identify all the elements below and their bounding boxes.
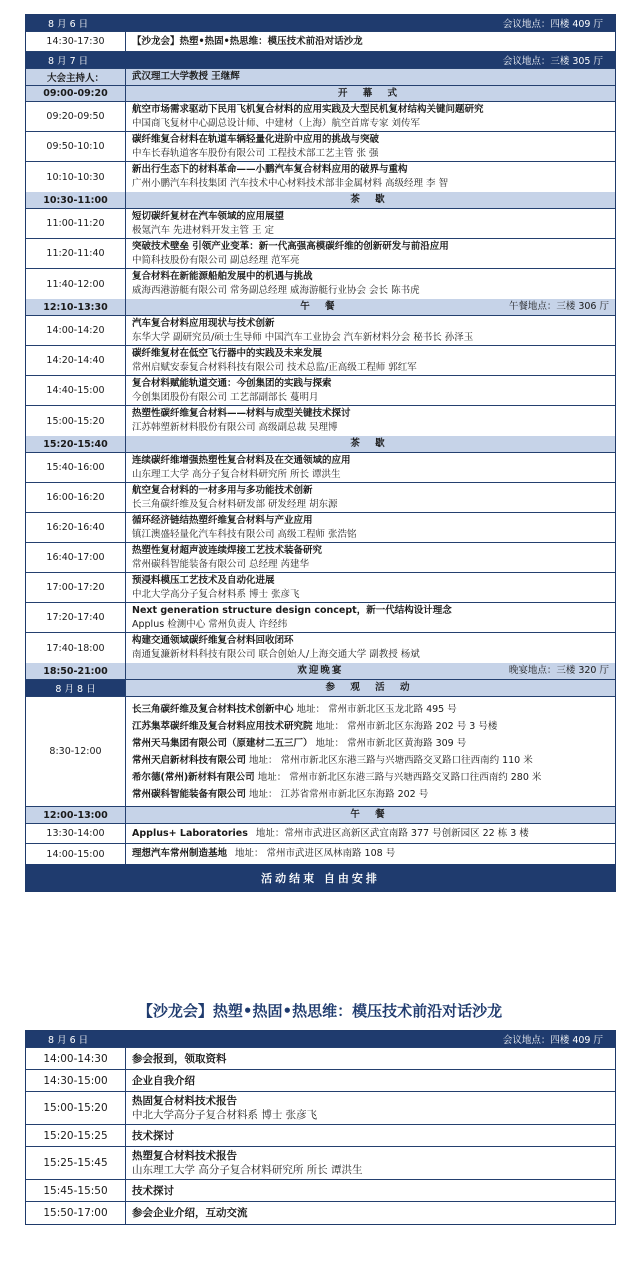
session-speaker: 南通复濂新材料科技有限公司 联合创始人/上海交通大学 副教授 杨斌 [132, 649, 420, 660]
session-title: 突破技术壁垒 引领产业变革：新一代高强高模碳纤维的创新研发与前沿应用 [132, 240, 449, 252]
time-cell: 16:40-17:00 [26, 543, 126, 572]
session-row [26, 483, 615, 513]
visit-name: 希尔德(常州)新材料有限公司 [132, 771, 255, 783]
salon-row [26, 1147, 615, 1180]
session-row [26, 269, 615, 299]
session-speaker: 中车长春轨道客车股份有限公司 工程技术部工艺主管 张 强 [132, 147, 379, 159]
time-cell: 14:40-15:00 [26, 376, 126, 405]
day1-row-0 [26, 32, 615, 52]
session-title: 热塑性复材超声波连续焊接工艺技术装备研究 [132, 544, 323, 556]
time-cell: 15:40-16:00 [26, 453, 126, 482]
visit-row [26, 697, 615, 807]
end-banner: 活动结束 自由安排 [26, 864, 615, 891]
session-title: 【沙龙会】热塑•热固•热思维：模压技术前沿对话沙龙 [132, 35, 363, 47]
session-row [26, 543, 615, 573]
time-cell: 17:20-17:40 [26, 603, 126, 632]
salon-title: 企业自我介绍 [132, 1074, 195, 1087]
lunch-row [26, 299, 615, 316]
visit-address: 地址： 常州市新北区黄海路 309 号 [315, 737, 467, 749]
visit-item [132, 701, 609, 718]
time-cell: 16:20-16:40 [26, 513, 126, 542]
time-cell: 15:45-15:50 [26, 1180, 126, 1201]
session-speaker: 今创集团股份有限公司 工艺部副部长 蔓明月 [132, 391, 319, 403]
session-title: 汽车复合材料应用现状与技术创新 [132, 317, 275, 329]
session-speaker: 江苏韩塑新材料股份有限公司 高级副总裁 吴理博 [132, 422, 338, 433]
visit-address: 地址： 常州市新北区东海路 202 号 3 号楼 [315, 720, 498, 732]
session-title: 复合材料赋能轨道交通：今创集团的实践与探索 [132, 377, 332, 389]
session-title: 短切碳纤复材在汽车领域的应用展望 [132, 210, 285, 222]
opening-row [26, 86, 615, 102]
visit-item [132, 735, 609, 752]
session-speaker: 常州启赋安泰复合材料科技有限公司 技术总监/正高级工程师 郭红军 [132, 361, 417, 373]
salon-title: 参会报到，领取资料 [132, 1052, 227, 1065]
time-cell: 14:20-14:40 [26, 346, 126, 375]
salon-row [26, 1180, 615, 1202]
lunch-label: 午 餐 [350, 809, 391, 820]
session-speaker: 中国商飞复材中心副总设计师、中建材（上海）航空首席专家 刘传军 [132, 117, 421, 129]
visit-address: 地址： 常州市新北区东港三路与兴塘西路交叉路口往西南约 110 米 [249, 754, 533, 766]
time-cell: 14:00-15:00 [26, 844, 126, 864]
salon-header [26, 1031, 615, 1048]
day2-date: 8 月 7 日 [48, 56, 89, 67]
time-cell: 15:25-15:45 [26, 1147, 126, 1179]
session-title: 连续碳纤维增强热塑性复合材料及在交通领域的应用 [132, 454, 351, 466]
salon-date: 8 月 6 日 [48, 1035, 89, 1046]
visit-label: 参 观 活 动 [325, 682, 416, 693]
session-row [26, 316, 615, 346]
day3-header [26, 680, 615, 697]
session-row [26, 513, 615, 543]
salon-speaker: 中北大学高分子复合材料系 博士 张彦飞 [132, 1109, 318, 1121]
visit-name: 常州碳科智能装备有限公司 [132, 788, 247, 800]
session-speaker: 威海西港游艇有限公司 常务副总经理 威海游艇行业协会 会长 陈书虎 [132, 285, 420, 296]
day1-date: 8 月 6 日 [48, 19, 89, 30]
visit-name: 长三角碳纤维及复合材料技术创新中心 [132, 703, 294, 715]
session-speaker: 广州小鹏汽车科技集团 汽车技术中心材料技术部非金属材料 高级经理 李 智 [132, 178, 449, 189]
visit-item [132, 718, 609, 735]
time-cell: 09:00-09:20 [26, 86, 126, 101]
session-title: 循环经济链结热塑纤维复合材料与产业应用 [132, 514, 313, 526]
time-cell: 15:00-15:20 [26, 406, 126, 436]
time-cell: 11:40-12:00 [26, 269, 126, 299]
dinner-label: 欢迎晚宴 [297, 665, 344, 676]
host-name: 武汉理工大学教授 王继辉 [132, 71, 240, 82]
day3-date: 8 月 8 日 [26, 680, 126, 696]
session-speaker: 镇江澳盛轻量化汽车科技有限公司 高级工程师 张浩铭 [132, 528, 357, 540]
session-speaker: 东华大学 副研究员/硕士生导师 中国汽车工业协会 汽车新材料分会 秘书长 孙泽玉 [132, 331, 474, 343]
visit-row [26, 844, 615, 864]
session-speaker: 山东理工大学 高分子复合材料研究所 所长 谭洪生 [132, 468, 341, 480]
dinner-venue: 晚宴地点：三楼 320 厅 [508, 665, 609, 676]
session-title: 碳纤维复材在低空飞行器中的实践及未来发展 [132, 347, 323, 359]
visit-name: Applus+ Laboratories [132, 827, 248, 839]
day2-header [26, 52, 615, 69]
time-cell: 14:30-15:00 [26, 1070, 126, 1091]
salon-row [26, 1048, 615, 1070]
time-cell: 09:20-09:50 [26, 102, 126, 131]
session-speaker: 极氪汽车 先进材料开发主管 王 定 [132, 224, 275, 236]
visit-item [132, 786, 609, 803]
time-cell: 15:20-15:40 [26, 436, 126, 452]
session-speaker: 中北大学高分子复合材料系 博士 张彦飞 [132, 588, 300, 600]
time-cell: 17:00-17:20 [26, 573, 126, 602]
session-title: 新出行生态下的材料革命——小鹏汽车复合材料应用的破界与重构 [132, 164, 408, 175]
salon-row [26, 1070, 615, 1092]
session-row [26, 376, 615, 406]
salon-row [26, 1202, 615, 1224]
time-cell: 8:30-12:00 [26, 697, 126, 806]
time-cell: 10:10-10:30 [26, 162, 126, 192]
time-cell: 10:30-11:00 [26, 192, 126, 208]
day2-venue: 会议地点：三楼 305 厅 [502, 56, 603, 67]
time-cell: 17:40-18:00 [26, 633, 126, 663]
visit-name: 常州天启新材科技有限公司 [132, 754, 247, 766]
day1-venue: 会议地点：四楼 409 厅 [502, 19, 603, 30]
time-cell: 11:00-11:20 [26, 209, 126, 238]
salon-title: 【沙龙会】热塑•热固•热思维：模压技术前沿对话沙龙 [137, 1002, 503, 1020]
lunch-label: 午 餐 [300, 301, 341, 312]
session-row [26, 132, 615, 162]
time-cell: 15:50-17:00 [26, 1202, 126, 1224]
visit-address: 地址： 常州市武进区凤林南路 108 号 [235, 848, 396, 859]
visit-address: 地址：常州市武进区高新区武宜南路 377 号创新园区 22 栋 3 楼 [255, 827, 529, 839]
schedule-table [25, 14, 616, 892]
dinner-row [26, 663, 615, 680]
visit-name: 江苏集萃碳纤维及复合材料应用技术研究院 [132, 720, 313, 732]
visit-address: 地址： 江苏省常州市新北区东海路 202 号 [249, 788, 429, 800]
session-row [26, 209, 615, 239]
session-row [26, 239, 615, 269]
break1-row [26, 192, 615, 209]
session-speaker: 长三角碳纤维及复合材料研发部 研发经理 胡东源 [132, 498, 338, 510]
visit-name: 理想汽车常州制造基地 [132, 848, 228, 859]
visit-row [26, 824, 615, 844]
salon-title: 热塑复合材料技术报告 [132, 1150, 237, 1162]
host-label: 大会主持人： [26, 69, 126, 85]
time-cell: 15:20-15:25 [26, 1125, 126, 1146]
session-title: 复合材料在新能源船舶发展中的机遇与挑战 [132, 271, 313, 282]
time-cell: 14:00-14:30 [26, 1048, 126, 1069]
session-title: 构建交通领域碳纤维复合材料回收闭环 [132, 635, 294, 646]
session-title: 碳纤维复合材料在轨道车辆轻量化进阶中应用的挑战与突破 [132, 133, 380, 145]
break2-row [26, 436, 615, 453]
session-title: Next generation structure design concept，新一代结构设计理念 [132, 604, 452, 616]
session-row [26, 162, 615, 192]
session-title: 预浸料模压工艺技术及自动化进展 [132, 574, 275, 586]
time-cell: 11:20-11:40 [26, 239, 126, 268]
session-row [26, 102, 615, 132]
salon-title: 热固复合材料技术报告 [132, 1095, 237, 1107]
salon-venue: 会议地点：四楼 409 厅 [502, 1035, 603, 1046]
time-cell: 09:50-10:10 [26, 132, 126, 161]
day3-lunch-row [26, 807, 615, 824]
visit-address: 地址： 常州市新北区玉龙北路 495 号 [296, 703, 457, 715]
session-row [26, 346, 615, 376]
opening-label: 开 幕 式 [337, 87, 404, 99]
salon-row [26, 1125, 615, 1147]
salon-row [26, 1092, 615, 1125]
time-cell: 14:30-17:30 [26, 32, 126, 51]
session-row [26, 603, 615, 633]
salon-speaker: 山东理工大学 高分子复合材料研究所 所长 谭洪生 [132, 1164, 363, 1176]
session-title: 热塑性碳纤维复合材料——材料与成型关键技术探讨 [132, 408, 351, 419]
break-label: 茶 歇 [350, 194, 391, 205]
host-row [26, 69, 615, 86]
visit-name: 常州天马集团有限公司（原建材二五三厂） [132, 737, 313, 749]
session-row [26, 406, 615, 436]
time-cell: 12:00-13:00 [26, 807, 126, 823]
session-row [26, 633, 615, 663]
visit-item [132, 752, 609, 769]
session-row [26, 453, 615, 483]
session-speaker: Applus 检测中心 常州负责人 许经纬 [132, 618, 288, 630]
salon-title: 技术探讨 [132, 1184, 174, 1197]
session-title: 航空复合材料的一材多用与多功能技术创新 [132, 484, 313, 496]
session-speaker: 常州碳科智能装备有限公司 总经理 芮建华 [132, 558, 310, 570]
lunch-venue: 午餐地点：三楼 306 厅 [508, 301, 609, 312]
time-cell: 15:00-15:20 [26, 1092, 126, 1124]
time-cell: 12:10-13:30 [26, 299, 126, 315]
time-cell: 13:30-14:00 [26, 824, 126, 843]
time-cell: 14:00-14:20 [26, 316, 126, 345]
visit-item [132, 769, 609, 786]
visit-address: 地址： 常州市新北区东港三路与兴塘西路交叉路口往西南约 280 米 [257, 771, 542, 783]
session-speaker: 中简科技股份有限公司 副总经理 范军亮 [132, 254, 300, 266]
time-cell: 18:50-21:00 [26, 663, 126, 679]
time-cell: 16:00-16:20 [26, 483, 126, 512]
salon-title: 参会企业介绍，互动交流 [132, 1207, 248, 1219]
day1-header [26, 15, 615, 32]
break-label: 茶 歇 [350, 438, 391, 449]
session-row [26, 573, 615, 603]
session-title: 航空市场需求驱动下民用飞机复合材料的应用实践及大型民机复材结构关键问题研究 [132, 103, 484, 115]
salon-title: 技术探讨 [132, 1129, 174, 1142]
salon-table [25, 1030, 616, 1225]
